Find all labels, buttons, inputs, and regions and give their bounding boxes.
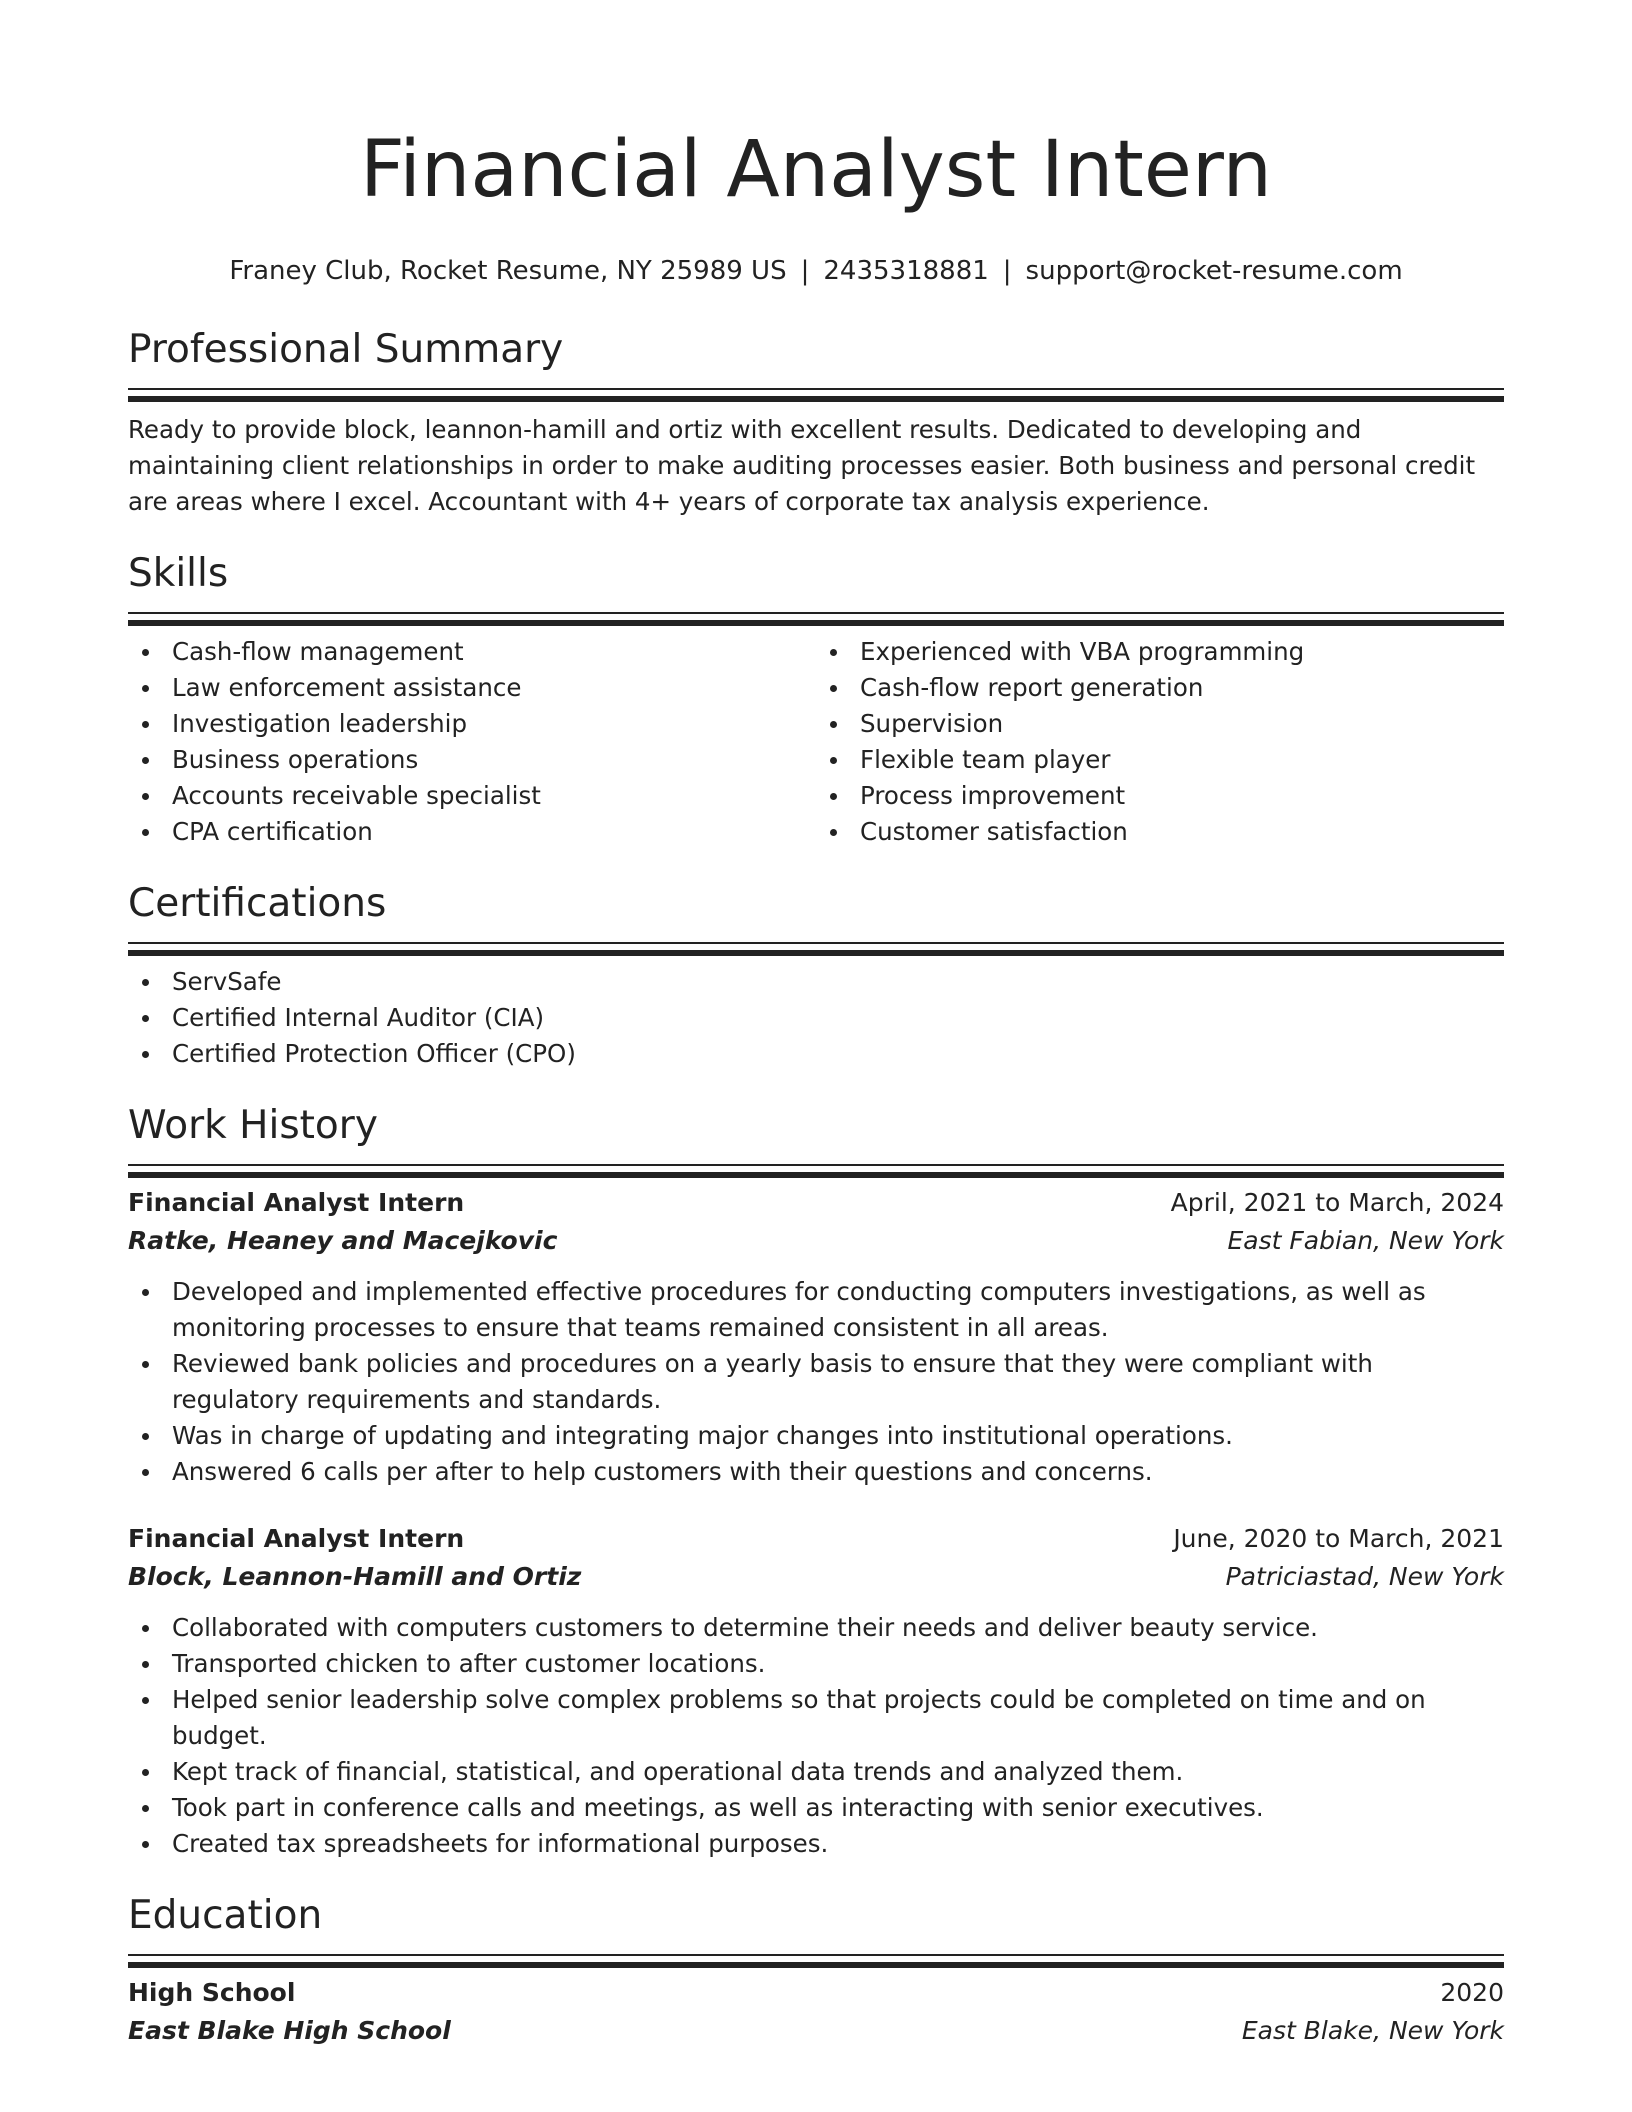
skill-item: Flexible team player: [816, 742, 1504, 778]
job-bullets: [128, 1274, 1504, 1490]
job-bullet: Reviewed bank policies and procedures on a yearly basis to ensure that they were compliant with regulatory requirements and standards.: [128, 1346, 1504, 1418]
job-bullet: Developed and implemented effective procedures for conducting computers investigations, as well as monitoring processes to ensure that teams remained consistent in all areas.: [128, 1274, 1504, 1346]
job-location: East Fabian, New York: [1227, 1226, 1504, 1255]
job-company: Ratke, Heaney and Macejkovic: [128, 1226, 558, 1255]
job-bullet: Collaborated with computers customers to determine their needs and deliver beauty service.: [128, 1610, 1504, 1646]
skill-item: Experienced with VBA programming: [816, 634, 1504, 670]
job-dates: April, 2021 to March, 2024: [1170, 1188, 1504, 1217]
certification-item: ServSafe: [128, 964, 1504, 1000]
skill-item: Business operations: [128, 742, 816, 778]
job-bullet: Created tax spreadsheets for informational purposes.: [128, 1826, 1504, 1862]
skills-column-right: [816, 634, 1504, 850]
education-header-row: [128, 1974, 1504, 2012]
job-bullet: Took part in conference calls and meetings, as well as interacting with senior executives.: [128, 1790, 1504, 1826]
skills-heading: Skills: [128, 551, 229, 596]
skill-item: Investigation leadership: [128, 706, 816, 742]
certifications-heading: Certifications: [128, 881, 387, 926]
skill-item: Process improvement: [816, 778, 1504, 814]
job-header-row: [128, 1184, 1504, 1222]
skill-item: Accounts receivable specialist: [128, 778, 816, 814]
skill-item: Cash-flow report generation: [816, 670, 1504, 706]
summary-text: Ready to provide block, leannon-hamill and ortiz with excellent results. Dedicated to developing and maintaining client relationships in order to make auditing processes easier. Both business and personal credit are areas where I excel. Accountant with 4+ years of corporate tax analysis experience.: [128, 415, 1476, 516]
work-history-heading: Work History: [128, 1103, 378, 1148]
summary-section: [128, 326, 1504, 520]
section-divider: [128, 612, 1504, 614]
section-divider: [128, 1954, 1504, 1956]
work-history-section: [128, 1102, 1504, 1862]
certifications-list: [128, 964, 1504, 1072]
job-company-row: [128, 1222, 1504, 1260]
skills-list-right: [816, 634, 1504, 850]
education-school: East Blake High School: [128, 2016, 451, 2045]
job-entry: [128, 1520, 1504, 1862]
job-header-row: [128, 1520, 1504, 1558]
resume-name: Financial Analyst Intern: [360, 125, 1272, 215]
job-bullets: [128, 1610, 1504, 1862]
skill-item: CPA certification: [128, 814, 816, 850]
skill-item: Law enforcement assistance: [128, 670, 816, 706]
job-bullet: Helped senior leadership solve complex problems so that projects could be completed on time and on budget.: [128, 1682, 1504, 1754]
contact-line: [128, 254, 1504, 288]
job-company: Block, Leannon-Hamill and Ortiz: [128, 1562, 582, 1591]
contact-phone: 2435318881: [823, 256, 989, 286]
section-divider: [128, 1164, 1504, 1166]
job-bullet: Kept track of financial, statistical, and operational data trends and analyzed them.: [128, 1754, 1504, 1790]
job-company-row: [128, 1558, 1504, 1596]
skill-item: Customer satisfaction: [816, 814, 1504, 850]
summary-heading: Professional Summary: [128, 327, 564, 372]
job-location: Patriciastad, New York: [1225, 1562, 1504, 1591]
certifications-section: [128, 880, 1504, 1072]
skills-columns: [128, 634, 1504, 850]
education-section: [128, 1892, 1504, 2050]
contact-email: support@rocket-resume.com: [1025, 256, 1403, 286]
skill-item: Cash-flow management: [128, 634, 816, 670]
job-bullet: Was in charge of updating and integrating major changes into institutional operations.: [128, 1418, 1504, 1454]
job-bullet: Answered 6 calls per after to help customers with their questions and concerns.: [128, 1454, 1504, 1490]
skills-column-left: [128, 634, 816, 850]
education-school-row: [128, 2012, 1504, 2050]
job-bullet: Transported chicken to after customer locations.: [128, 1646, 1504, 1682]
education-degree: High School: [128, 1978, 296, 2007]
certification-item: Certified Internal Auditor (CIA): [128, 1000, 1504, 1036]
contact-separator: |: [800, 256, 810, 286]
certification-item: Certified Protection Officer (CPO): [128, 1036, 1504, 1072]
skills-list-left: [128, 634, 816, 850]
job-entry: [128, 1184, 1504, 1490]
job-dates: June, 2020 to March, 2021: [1173, 1524, 1504, 1553]
contact-address: Franey Club, Rocket Resume, NY 25989 US: [229, 256, 787, 286]
education-location: East Blake, New York: [1241, 2016, 1504, 2045]
education-year: 2020: [1440, 1978, 1504, 2007]
education-entry: [128, 1974, 1504, 2050]
contact-separator: |: [1002, 256, 1012, 286]
skills-section: [128, 550, 1504, 850]
job-title: Financial Analyst Intern: [128, 1188, 465, 1217]
education-heading: Education: [128, 1893, 323, 1938]
section-divider: [128, 942, 1504, 944]
skill-item: Supervision: [816, 706, 1504, 742]
section-divider: [128, 388, 1504, 390]
job-title: Financial Analyst Intern: [128, 1524, 465, 1553]
